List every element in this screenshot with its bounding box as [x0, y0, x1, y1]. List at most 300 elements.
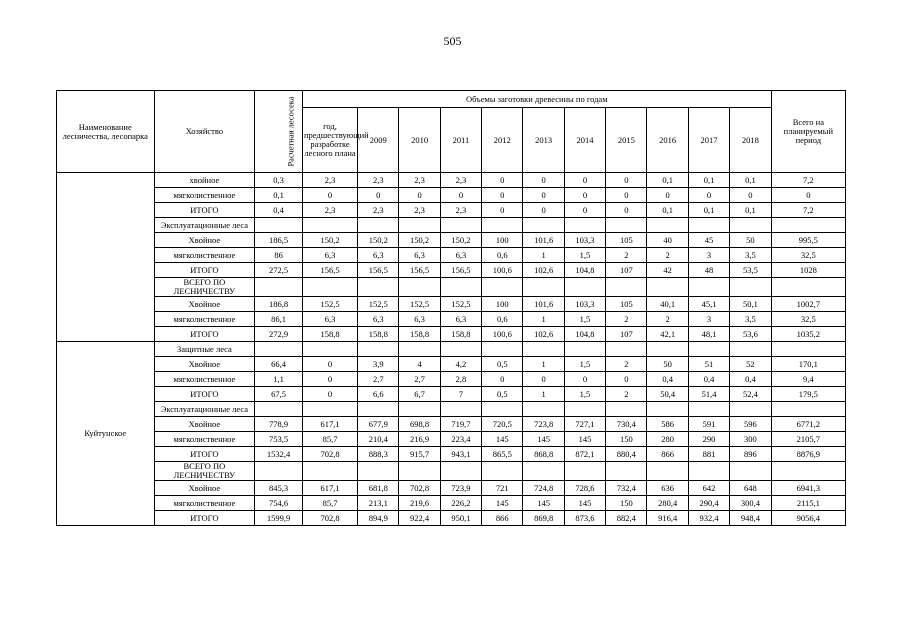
row-label: Хвойное	[154, 297, 255, 312]
calc-cut-cell: 0,3	[255, 173, 303, 188]
value-cell: 2	[606, 387, 647, 402]
value-cell: 0	[730, 188, 772, 203]
total-cell: 8876,9	[771, 447, 845, 462]
table-row	[57, 432, 846, 447]
value-cell: 915,7	[399, 447, 440, 462]
value-cell: 2,7	[399, 372, 440, 387]
empty-cell	[647, 402, 688, 417]
empty-cell	[399, 342, 440, 357]
value-cell: 0	[523, 372, 564, 387]
empty-cell	[482, 462, 523, 481]
total-cell: 2115,1	[771, 496, 845, 511]
table-row	[57, 248, 846, 263]
value-cell: 922,4	[399, 511, 440, 526]
value-cell: 100,6	[482, 327, 523, 342]
empty-cell	[358, 462, 399, 481]
empty-cell	[647, 278, 688, 297]
value-cell: 698,8	[399, 417, 440, 432]
calc-cut-cell: 1599,9	[255, 511, 303, 526]
total-cell: 6941,3	[771, 481, 845, 496]
header-year: 2014	[564, 108, 605, 173]
value-cell: 52,4	[730, 387, 772, 402]
calc-cut-cell: 186,5	[255, 233, 303, 248]
value-cell: 0,4	[647, 372, 688, 387]
row-label: ИТОГО	[154, 263, 255, 278]
empty-cell	[688, 342, 729, 357]
calc-cut-cell: 86	[255, 248, 303, 263]
value-cell: 152,5	[358, 297, 399, 312]
total-cell: 7,2	[771, 203, 845, 218]
value-cell: 101,6	[523, 233, 564, 248]
value-cell: 107	[606, 263, 647, 278]
value-cell: 145	[482, 432, 523, 447]
calc-cut-cell: 66,4	[255, 357, 303, 372]
row-label: Хвойное	[154, 417, 255, 432]
empty-cell	[482, 278, 523, 297]
value-cell: 950,1	[440, 511, 481, 526]
table-row	[57, 511, 846, 526]
empty-cell	[730, 218, 772, 233]
value-cell: 0	[564, 173, 605, 188]
row-label: Хвойное	[154, 357, 255, 372]
calc-cut-cell: 753,5	[255, 432, 303, 447]
value-cell: 3	[688, 312, 729, 327]
empty-cell	[358, 402, 399, 417]
empty-cell	[255, 342, 303, 357]
value-cell: 648	[730, 481, 772, 496]
total-cell: 1035,2	[771, 327, 845, 342]
table-row	[57, 188, 846, 203]
value-cell: 1,5	[564, 387, 605, 402]
value-cell: 6,3	[358, 312, 399, 327]
value-cell: 48	[688, 263, 729, 278]
value-cell: 50	[730, 233, 772, 248]
calc-cut-cell: 272,9	[255, 327, 303, 342]
value-cell: 145	[482, 496, 523, 511]
value-cell: 677,9	[358, 417, 399, 432]
value-cell: 1	[523, 357, 564, 372]
value-cell: 0	[688, 188, 729, 203]
value-cell: 943,1	[440, 447, 481, 462]
empty-cell	[564, 278, 605, 297]
row-label: Хвойное	[154, 481, 255, 496]
value-cell: 0	[482, 203, 523, 218]
value-cell: 2	[647, 312, 688, 327]
value-cell: 2,8	[440, 372, 481, 387]
value-cell: 702,8	[302, 511, 357, 526]
value-cell: 104,8	[564, 327, 605, 342]
value-cell: 2,3	[399, 173, 440, 188]
value-cell: 865,5	[482, 447, 523, 462]
value-cell: 0,1	[730, 173, 772, 188]
timber-harvest-table	[56, 90, 846, 526]
value-cell: 721	[482, 481, 523, 496]
value-cell: 617,1	[302, 481, 357, 496]
header-economy: Хозяйство	[154, 91, 255, 173]
calc-cut-cell: 1,1	[255, 372, 303, 387]
value-cell: 0	[564, 188, 605, 203]
header-forestry: Наименование лесничества, лесопарка	[57, 91, 155, 173]
value-cell: 0	[302, 188, 357, 203]
value-cell: 3	[688, 248, 729, 263]
value-cell: 6,3	[399, 248, 440, 263]
header-year: 2015	[606, 108, 647, 173]
section-label: Эксплуатационные леса	[154, 402, 255, 417]
value-cell: 150,2	[358, 233, 399, 248]
value-cell: 681,8	[358, 481, 399, 496]
value-cell: 150	[606, 432, 647, 447]
table-body	[57, 173, 846, 526]
value-cell: 300,4	[730, 496, 772, 511]
row-label: мягколиственное	[154, 372, 255, 387]
row-label: мягколиственное	[154, 312, 255, 327]
value-cell: 158,8	[440, 327, 481, 342]
value-cell: 0,5	[482, 357, 523, 372]
empty-cell	[255, 278, 303, 297]
value-cell: 732,4	[606, 481, 647, 496]
value-cell: 0,1	[647, 203, 688, 218]
value-cell: 0,5	[482, 387, 523, 402]
value-cell: 40	[647, 233, 688, 248]
empty-cell	[302, 462, 357, 481]
value-cell: 730,4	[606, 417, 647, 432]
value-cell: 156,5	[358, 263, 399, 278]
value-cell: 0,1	[688, 203, 729, 218]
empty-cell	[255, 402, 303, 417]
value-cell: 0,1	[730, 203, 772, 218]
value-cell: 0	[399, 188, 440, 203]
value-cell: 100,6	[482, 263, 523, 278]
value-cell: 0,6	[482, 312, 523, 327]
value-cell: 0	[523, 173, 564, 188]
header-total: Всего на планируемый период	[771, 91, 845, 173]
value-cell: 894,9	[358, 511, 399, 526]
value-cell: 100	[482, 297, 523, 312]
value-cell: 642	[688, 481, 729, 496]
value-cell: 216,9	[399, 432, 440, 447]
value-cell: 6,3	[302, 312, 357, 327]
value-cell: 290,4	[688, 496, 729, 511]
header-year: 2012	[482, 108, 523, 173]
value-cell: 85,7	[302, 432, 357, 447]
value-cell: 104,8	[564, 263, 605, 278]
value-cell: 145	[523, 432, 564, 447]
value-cell: 45	[688, 233, 729, 248]
empty-cell	[688, 462, 729, 481]
forestry-cell	[57, 173, 155, 342]
value-cell: 0,6	[482, 248, 523, 263]
value-cell: 1,5	[564, 312, 605, 327]
section-row	[57, 462, 846, 481]
value-cell: 85,7	[302, 496, 357, 511]
value-cell: 0	[302, 357, 357, 372]
empty-cell	[606, 218, 647, 233]
calc-cut-cell: 845,3	[255, 481, 303, 496]
empty-cell	[647, 342, 688, 357]
value-cell: 1	[523, 312, 564, 327]
value-cell: 42,1	[647, 327, 688, 342]
value-cell: 727,1	[564, 417, 605, 432]
value-cell: 2	[647, 248, 688, 263]
empty-cell	[440, 218, 481, 233]
header-calc-cut-text: Расчетная лесосека	[285, 96, 296, 167]
empty-cell	[399, 402, 440, 417]
value-cell: 52	[730, 357, 772, 372]
empty-cell	[771, 402, 845, 417]
empty-cell	[255, 462, 303, 481]
total-cell: 9,4	[771, 372, 845, 387]
empty-cell	[440, 402, 481, 417]
value-cell: 948,4	[730, 511, 772, 526]
value-cell: 48,1	[688, 327, 729, 342]
value-cell: 42	[647, 263, 688, 278]
section-row	[57, 218, 846, 233]
value-cell: 0	[606, 173, 647, 188]
value-cell: 102,6	[523, 327, 564, 342]
section-label: ВСЕГО ПО ЛЕСНИЧЕСТВУ	[154, 462, 255, 481]
value-cell: 101,6	[523, 297, 564, 312]
value-cell: 6,3	[399, 312, 440, 327]
value-cell: 150	[606, 496, 647, 511]
table-row	[57, 327, 846, 342]
value-cell: 105	[606, 233, 647, 248]
total-cell: 0	[771, 188, 845, 203]
empty-cell	[647, 218, 688, 233]
empty-cell	[688, 218, 729, 233]
table-row	[57, 357, 846, 372]
empty-cell	[564, 462, 605, 481]
value-cell: 100	[482, 233, 523, 248]
empty-cell	[564, 218, 605, 233]
forestry-cell: Куйтунское	[57, 342, 155, 526]
value-cell: 0	[647, 188, 688, 203]
empty-cell	[564, 342, 605, 357]
header-year: 2013	[523, 108, 564, 173]
value-cell: 226,2	[440, 496, 481, 511]
value-cell: 866	[482, 511, 523, 526]
row-label: Хвойное	[154, 233, 255, 248]
row-label: ИТОГО	[154, 511, 255, 526]
value-cell: 882,4	[606, 511, 647, 526]
empty-cell	[523, 218, 564, 233]
total-cell: 6771,2	[771, 417, 845, 432]
value-cell: 6,3	[440, 248, 481, 263]
header-year-prev: год, предшествующий разработке лесного плана	[302, 108, 357, 173]
value-cell: 702,8	[399, 481, 440, 496]
empty-cell	[523, 342, 564, 357]
value-cell: 50	[647, 357, 688, 372]
calc-cut-cell: 0,1	[255, 188, 303, 203]
row-label: мягколиственное	[154, 496, 255, 511]
empty-cell	[647, 462, 688, 481]
section-row	[57, 342, 846, 357]
table-row	[57, 496, 846, 511]
calc-cut-cell: 0,4	[255, 203, 303, 218]
value-cell: 0	[606, 188, 647, 203]
table-row	[57, 312, 846, 327]
row-label: ИТОГО	[154, 387, 255, 402]
empty-cell	[606, 278, 647, 297]
value-cell: 881	[688, 447, 729, 462]
empty-cell	[302, 402, 357, 417]
value-cell: 107	[606, 327, 647, 342]
empty-cell	[482, 218, 523, 233]
value-cell: 152,5	[399, 297, 440, 312]
empty-cell	[358, 342, 399, 357]
value-cell: 0	[302, 372, 357, 387]
row-label: ИТОГО	[154, 447, 255, 462]
value-cell: 0	[440, 188, 481, 203]
value-cell: 932,4	[688, 511, 729, 526]
value-cell: 4,2	[440, 357, 481, 372]
value-cell: 50,1	[730, 297, 772, 312]
value-cell: 103,3	[564, 233, 605, 248]
total-cell: 1028	[771, 263, 845, 278]
value-cell: 0,1	[688, 173, 729, 188]
page-number: 505	[443, 34, 462, 48]
value-cell: 4	[399, 357, 440, 372]
empty-cell	[730, 278, 772, 297]
value-cell: 50,4	[647, 387, 688, 402]
value-cell: 888,3	[358, 447, 399, 462]
value-cell: 45,1	[688, 297, 729, 312]
value-cell: 145	[564, 496, 605, 511]
value-cell: 591	[688, 417, 729, 432]
value-cell: 0	[302, 387, 357, 402]
value-cell: 0	[606, 372, 647, 387]
empty-cell	[606, 342, 647, 357]
empty-cell	[730, 462, 772, 481]
value-cell: 2,3	[358, 173, 399, 188]
table-row	[57, 203, 846, 218]
value-cell: 636	[647, 481, 688, 496]
value-cell: 152,5	[440, 297, 481, 312]
value-cell: 223,4	[440, 432, 481, 447]
value-cell: 152,5	[302, 297, 357, 312]
value-cell: 2	[606, 312, 647, 327]
value-cell: 53,5	[730, 263, 772, 278]
value-cell: 6,3	[358, 248, 399, 263]
value-cell: 156,5	[440, 263, 481, 278]
value-cell: 102,6	[523, 263, 564, 278]
section-label: Эксплуатационные леса	[154, 218, 255, 233]
empty-cell	[606, 462, 647, 481]
value-cell: 0	[523, 203, 564, 218]
value-cell: 1	[523, 387, 564, 402]
empty-cell	[358, 278, 399, 297]
value-cell: 156,5	[302, 263, 357, 278]
table-row	[57, 481, 846, 496]
row-label: мягколиственное	[154, 432, 255, 447]
value-cell: 6,7	[399, 387, 440, 402]
value-cell: 3,5	[730, 312, 772, 327]
value-cell: 1,5	[564, 357, 605, 372]
empty-cell	[523, 462, 564, 481]
value-cell: 0	[606, 203, 647, 218]
value-cell: 0	[482, 372, 523, 387]
empty-cell	[564, 402, 605, 417]
empty-cell	[482, 342, 523, 357]
value-cell: 719,7	[440, 417, 481, 432]
empty-cell	[399, 278, 440, 297]
value-cell: 150,2	[302, 233, 357, 248]
header-year: 2010	[399, 108, 440, 173]
value-cell: 596	[730, 417, 772, 432]
row-label: мягколиственное	[154, 188, 255, 203]
value-cell: 2	[606, 357, 647, 372]
empty-cell	[302, 278, 357, 297]
value-cell: 728,6	[564, 481, 605, 496]
value-cell: 0	[564, 203, 605, 218]
empty-cell	[255, 218, 303, 233]
value-cell: 6,3	[302, 248, 357, 263]
value-cell: 210,4	[358, 432, 399, 447]
empty-cell	[482, 402, 523, 417]
calc-cut-cell: 754,6	[255, 496, 303, 511]
value-cell: 586	[647, 417, 688, 432]
value-cell: 6,3	[440, 312, 481, 327]
empty-cell	[399, 462, 440, 481]
total-cell: 32,5	[771, 312, 845, 327]
calc-cut-cell: 67,5	[255, 387, 303, 402]
row-label: мягколиственное	[154, 248, 255, 263]
empty-cell	[440, 462, 481, 481]
value-cell: 150,2	[440, 233, 481, 248]
total-cell: 170,1	[771, 357, 845, 372]
value-cell: 0	[523, 188, 564, 203]
value-cell: 3,9	[358, 357, 399, 372]
empty-cell	[771, 278, 845, 297]
value-cell: 53,6	[730, 327, 772, 342]
value-cell: 2,3	[302, 203, 357, 218]
value-cell: 7	[440, 387, 481, 402]
table-row	[57, 447, 846, 462]
total-cell: 2105,7	[771, 432, 845, 447]
value-cell: 300	[730, 432, 772, 447]
value-cell: 51	[688, 357, 729, 372]
value-cell: 2	[606, 248, 647, 263]
calc-cut-cell: 272,5	[255, 263, 303, 278]
value-cell: 158,8	[302, 327, 357, 342]
header-year: 2017	[688, 108, 729, 173]
value-cell: 219,6	[399, 496, 440, 511]
row-label: хвойное	[154, 173, 255, 188]
table-row	[57, 387, 846, 402]
value-cell: 873,6	[564, 511, 605, 526]
section-label: ВСЕГО ПО ЛЕСНИЧЕСТВУ	[154, 278, 255, 297]
value-cell: 866	[647, 447, 688, 462]
value-cell: 145	[523, 496, 564, 511]
empty-cell	[302, 218, 357, 233]
value-cell: 213,1	[358, 496, 399, 511]
value-cell: 105	[606, 297, 647, 312]
value-cell: 0	[482, 173, 523, 188]
total-cell: 995,5	[771, 233, 845, 248]
value-cell: 723,8	[523, 417, 564, 432]
value-cell: 896	[730, 447, 772, 462]
value-cell: 156,5	[399, 263, 440, 278]
value-cell: 724,8	[523, 481, 564, 496]
value-cell: 0,4	[730, 372, 772, 387]
table-row	[57, 173, 846, 188]
value-cell: 145	[564, 432, 605, 447]
value-cell: 0,1	[647, 173, 688, 188]
empty-cell	[606, 402, 647, 417]
value-cell: 3,5	[730, 248, 772, 263]
row-label: ИТОГО	[154, 203, 255, 218]
empty-cell	[523, 278, 564, 297]
empty-cell	[771, 462, 845, 481]
